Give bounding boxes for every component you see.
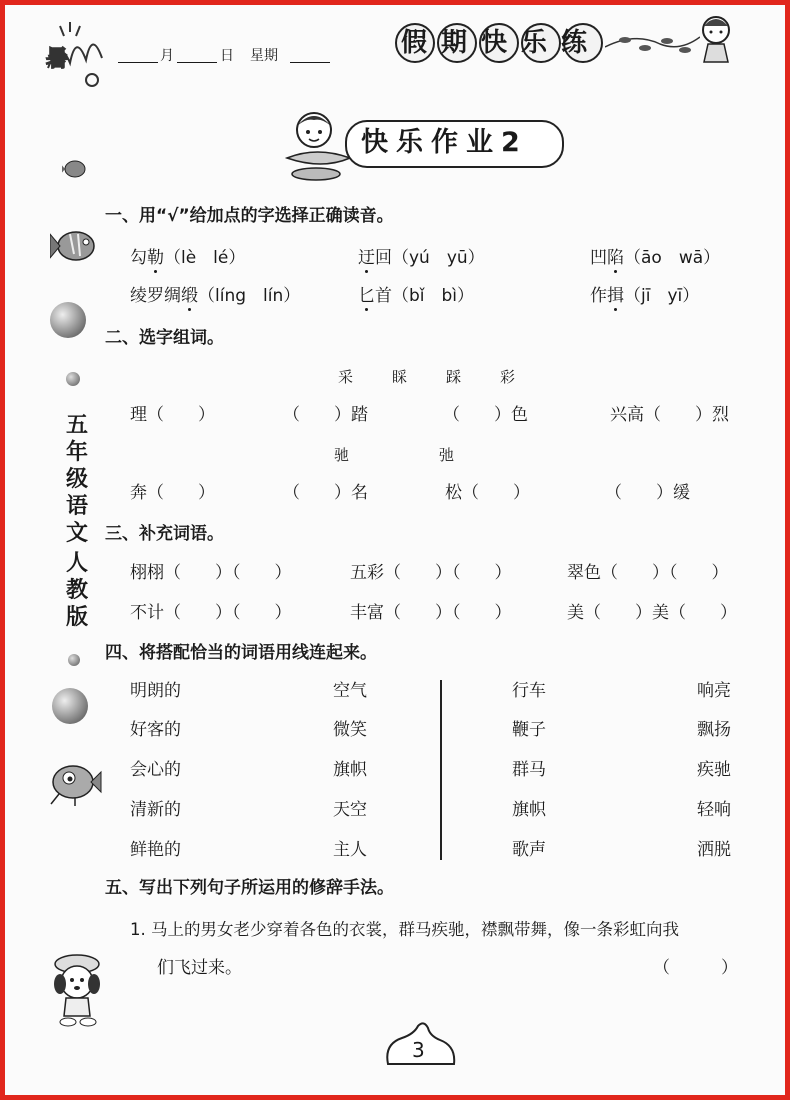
boy-on-plane-icon: [282, 108, 352, 184]
match-left-b-4[interactable]: 天空: [333, 800, 367, 820]
svg-text:暑: 暑: [46, 47, 69, 72]
section3-item-1[interactable]: 栩栩（ ）（ ）: [130, 563, 292, 583]
banner-text: 假期快乐练: [401, 28, 602, 58]
section2-g2-item-1[interactable]: 奔（ ）: [130, 483, 215, 503]
section3-item-3[interactable]: 翠色（ ）（ ）: [567, 563, 729, 583]
section2-g1-item-1[interactable]: 理（ ）: [130, 405, 215, 425]
section5-q1-line1: 1. 马上的男女老少穿着各色的衣裳，群马疾驰，襟飘带舞，像一条彩虹向我: [130, 920, 679, 939]
section2-group2-chars: 驰 弛: [334, 446, 461, 464]
match-left-b-5[interactable]: 主人: [333, 840, 367, 860]
item1-options[interactable]: （lè lé）: [164, 248, 246, 268]
cartoon-fish-icon: [45, 758, 103, 806]
match-right-a-2[interactable]: 鞭子: [512, 720, 546, 740]
vine-decoration: [605, 22, 700, 62]
side-edition-text: 人教版: [65, 551, 88, 630]
pinyin-item-2: [358, 248, 485, 268]
header-banner: [395, 20, 605, 66]
bubble-decoration-1: [50, 302, 86, 338]
side-edition-label: [62, 550, 92, 631]
section3-title: 三、补充词语。: [105, 524, 224, 544]
match-right-a-1[interactable]: 行车: [512, 681, 546, 701]
match-left-b-3[interactable]: 旗帜: [333, 760, 367, 780]
section2-g1-item-2[interactable]: （ ）踏: [283, 405, 368, 425]
page-title: 快乐作业2: [361, 127, 528, 158]
match-left-a-4[interactable]: 清新的: [130, 800, 181, 820]
side-grade-label: [62, 412, 92, 547]
weekday-blank[interactable]: [290, 48, 330, 63]
match-right-b-5[interactable]: 洒脱: [697, 840, 731, 860]
section5-title: 五、写出下列句子所运用的修辞手法。: [105, 878, 394, 898]
item6-options[interactable]: （jī yī）: [624, 286, 700, 306]
item2-dotted: 迂: [358, 248, 375, 268]
page-number-badge: [384, 1020, 458, 1070]
girl-icon: [696, 10, 736, 70]
pinyin-item-1: [130, 248, 245, 268]
item6-dotted: 揖: [607, 286, 624, 306]
small-fish-icon: [62, 155, 88, 183]
tropical-fish-icon: [50, 224, 100, 266]
pinyin-item-3: [590, 248, 720, 268]
item1-pre: 勾: [130, 248, 147, 268]
section2-g1-item-4[interactable]: 兴高（ ）烈: [610, 405, 729, 425]
item5-options[interactable]: （bǐ bì）: [392, 286, 475, 306]
page-number: 3: [412, 1038, 425, 1062]
match-right-a-4[interactable]: 旗帜: [512, 800, 546, 820]
title-boy-illustration: [282, 108, 352, 184]
match-left-a-1[interactable]: 明朗的: [130, 681, 181, 701]
match-left-a-5[interactable]: 鲜艳的: [130, 840, 181, 860]
item5-post: 首: [375, 286, 392, 306]
item5-dotted: 匕: [358, 286, 375, 306]
match-right-b-3[interactable]: 疾驰: [697, 760, 731, 780]
section3-item-6[interactable]: 美（ ）美（ ）: [567, 603, 737, 623]
weekday-label: 星期: [250, 48, 278, 64]
section4-divider: [440, 680, 442, 860]
section2-g2-item-3[interactable]: 松（ ）: [445, 483, 530, 503]
month-blank[interactable]: [118, 48, 158, 63]
side-grade-text: 五年级语文: [65, 413, 88, 546]
item4-options[interactable]: （líng lín）: [198, 286, 301, 306]
item3-options[interactable]: （āo wā）: [624, 248, 721, 268]
dog-illustration: [44, 950, 110, 1030]
item6-pre: 作: [590, 286, 607, 306]
section2-g2-item-2[interactable]: （ ）名: [283, 483, 368, 503]
bubble-decoration-3: [68, 654, 80, 666]
section1-title: 一、用“√”给加点的字选择正确读音。: [105, 206, 394, 226]
girl-illustration: [696, 10, 736, 70]
match-right-a-5[interactable]: 歌声: [512, 840, 546, 860]
pinyin-item-6: [590, 286, 699, 306]
item3-char2: 陷: [607, 248, 624, 268]
header-logo: [40, 18, 120, 88]
item1-dotted: 勒: [147, 248, 164, 268]
cartoon-dog-icon: [44, 950, 110, 1030]
section2-g1-item-3[interactable]: （ ）色: [443, 405, 528, 425]
section2-group1-chars: 采 睬 踩 彩: [338, 368, 528, 386]
match-left-a-3[interactable]: 会心的: [130, 760, 181, 780]
section5-q1-answer[interactable]: （ ）: [653, 958, 738, 978]
month-label: 月: [160, 48, 174, 64]
item3-word: [590, 248, 624, 268]
match-left-b-2[interactable]: 微笑: [333, 720, 367, 740]
match-right-a-3[interactable]: 群马: [512, 760, 546, 780]
section3-item-5[interactable]: 丰富（ ）（ ）: [350, 603, 512, 623]
vine-icon: [605, 22, 700, 62]
section3-item-2[interactable]: 五彩（ ）（ ）: [350, 563, 512, 583]
section2-g2-item-4[interactable]: （ ）缓: [605, 483, 690, 503]
section3-item-4[interactable]: 不计（ ）（ ）: [130, 603, 292, 623]
pinyin-item-4: [130, 286, 300, 306]
fish-large-decoration: [50, 224, 100, 266]
fish-small-decoration: [62, 155, 88, 183]
item2-options[interactable]: （yú yū）: [392, 248, 485, 268]
match-right-b-1[interactable]: 响亮: [697, 681, 731, 701]
pinyin-item-5: [358, 286, 474, 306]
section4-title: 四、将搭配恰当的词语用线连起来。: [105, 643, 377, 663]
bubble-decoration-4: [52, 688, 88, 724]
bubble-decoration-2: [66, 372, 80, 386]
fish-bottom-decoration: [45, 758, 103, 806]
item4-dotted: 缎: [181, 286, 198, 306]
header-logo-icon: [40, 18, 120, 88]
match-left-b-1[interactable]: 空气: [333, 681, 367, 701]
match-right-b-4[interactable]: 轻响: [697, 800, 731, 820]
match-right-b-2[interactable]: 飘扬: [697, 720, 731, 740]
section2-title: 二、选字组词。: [105, 328, 224, 348]
item3-char1: 凹: [590, 248, 607, 268]
day-label: 日: [220, 48, 234, 64]
title-box: [345, 120, 564, 168]
match-left-a-2[interactable]: 好客的: [130, 720, 181, 740]
item2-post: 回: [375, 248, 392, 268]
day-blank[interactable]: [177, 48, 217, 63]
section5-q1-line2: 们飞过来。: [157, 958, 242, 978]
item4-pre: 绫罗绸: [130, 286, 181, 306]
